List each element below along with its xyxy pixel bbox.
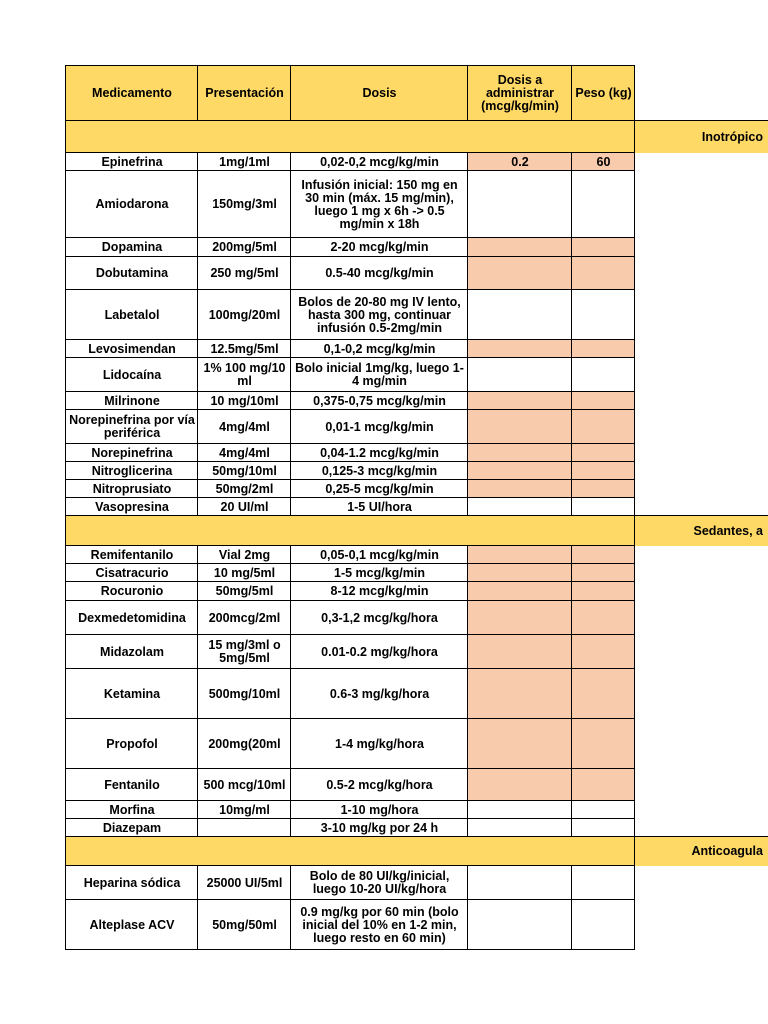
drug-dose: Bolo inicial 1mg/kg, luego 1-4 mg/min	[290, 357, 468, 392]
weight-cell[interactable]	[571, 391, 635, 410]
drug-name: Milrinone	[65, 391, 198, 410]
drug-name: Norepinefrina	[65, 443, 198, 462]
drug-presentation: 4mg/4ml	[197, 409, 291, 444]
section-title: Inotrópico	[65, 120, 768, 153]
dose-to-administer-cell[interactable]	[467, 357, 572, 392]
drug-dose: 0,25-5 mcg/kg/min	[290, 479, 468, 498]
dose-to-administer-cell[interactable]	[467, 443, 572, 462]
dose-to-administer-cell[interactable]	[467, 409, 572, 444]
dose-to-administer-cell[interactable]	[467, 600, 572, 635]
drug-presentation: 150mg/3ml	[197, 170, 291, 238]
weight-cell[interactable]	[571, 545, 635, 564]
drug-dose: 1-10 mg/hora	[290, 800, 468, 819]
drug-presentation	[197, 818, 291, 837]
drug-presentation: 200mg/5ml	[197, 237, 291, 257]
drug-name: Heparina sódica	[65, 865, 198, 900]
column-header-1: Medicamento	[65, 65, 198, 121]
drug-dose: 2-20 mcg/kg/min	[290, 237, 468, 257]
drug-name: Dopamina	[65, 237, 198, 257]
drug-presentation: 200mg(20ml	[197, 718, 291, 769]
drug-name: Morfina	[65, 800, 198, 819]
drug-presentation: 50mg/2ml	[197, 479, 291, 498]
table-bottom-border	[65, 949, 635, 950]
weight-cell[interactable]	[571, 497, 635, 516]
weight-cell[interactable]	[571, 237, 635, 257]
drug-dose: 3-10 mg/kg por 24 h	[290, 818, 468, 837]
drug-dose: 0,04-1.2 mcg/kg/min	[290, 443, 468, 462]
drug-name: Labetalol	[65, 289, 198, 340]
dose-to-administer-cell[interactable]	[467, 461, 572, 480]
section-title: Sedantes, a	[65, 515, 768, 546]
weight-cell[interactable]	[571, 409, 635, 444]
column-header-5: Peso (kg)	[571, 65, 635, 121]
drug-name: Lidocaína	[65, 357, 198, 392]
drug-presentation: 1% 100 mg/10 ml	[197, 357, 291, 392]
drug-dose: 0.5-40 mcg/kg/min	[290, 256, 468, 290]
drug-name: Levosimendan	[65, 339, 198, 358]
dose-to-administer-cell[interactable]	[467, 768, 572, 801]
drug-name: Vasopresina	[65, 497, 198, 516]
drug-name: Diazepam	[65, 818, 198, 837]
drug-name: Cisatracurio	[65, 563, 198, 582]
drug-presentation: 10 mg/10ml	[197, 391, 291, 410]
drug-presentation: Vial 2mg	[197, 545, 291, 564]
drug-name: Remifentanilo	[65, 545, 198, 564]
weight-cell[interactable]	[571, 718, 635, 769]
dose-to-administer-cell[interactable]	[467, 800, 572, 819]
dose-to-administer-cell[interactable]	[467, 479, 572, 498]
weight-cell[interactable]	[571, 289, 635, 340]
drug-name: Norepinefrina por vía periférica	[65, 409, 198, 444]
drug-dose: 0.6-3 mg/kg/hora	[290, 668, 468, 719]
drug-name: Amiodarona	[65, 170, 198, 238]
weight-cell[interactable]	[571, 256, 635, 290]
dose-to-administer-cell[interactable]	[467, 339, 572, 358]
drug-presentation: 15 mg/3ml o 5mg/5ml	[197, 634, 291, 669]
drug-name: Ketamina	[65, 668, 198, 719]
weight-cell[interactable]	[571, 865, 635, 900]
dose-to-administer-cell[interactable]	[467, 563, 572, 582]
drug-dose: 1-5 mcg/kg/min	[290, 563, 468, 582]
weight-cell[interactable]	[571, 443, 635, 462]
dose-to-administer-cell[interactable]	[467, 497, 572, 516]
drug-presentation: 12.5mg/5ml	[197, 339, 291, 358]
drug-dose: 0,375-0,75 mcg/kg/min	[290, 391, 468, 410]
drug-name: Midazolam	[65, 634, 198, 669]
drug-presentation: 200mcg/2ml	[197, 600, 291, 635]
drug-dose: Bolos de 20-80 mg IV lento, hasta 300 mg, continuar infusión 0.5-2mg/min	[290, 289, 468, 340]
drug-presentation: 20 UI/ml	[197, 497, 291, 516]
weight-cell[interactable]	[571, 668, 635, 719]
drug-dose: 8-12 mcg/kg/min	[290, 581, 468, 601]
table-right-border	[634, 65, 635, 950]
weight-cell[interactable]	[571, 461, 635, 480]
weight-cell[interactable]: 60	[571, 152, 635, 171]
weight-cell[interactable]	[571, 634, 635, 669]
weight-cell[interactable]	[571, 479, 635, 498]
section-title: Anticoagula	[65, 836, 768, 866]
drug-dose: 0,1-0,2 mcg/kg/min	[290, 339, 468, 358]
drug-presentation: 500 mcg/10ml	[197, 768, 291, 801]
drug-dose: 0,125-3 mcg/kg/min	[290, 461, 468, 480]
dose-to-administer-cell[interactable]	[467, 581, 572, 601]
dose-to-administer-cell[interactable]	[467, 668, 572, 719]
drug-name: Rocuronio	[65, 581, 198, 601]
dose-to-administer-cell[interactable]	[467, 865, 572, 900]
drug-dose: 1-4 mg/kg/hora	[290, 718, 468, 769]
drug-dose: 0.9 mg/kg por 60 min (bolo inicial del 10% en 1-2 min, luego resto en 60 min)	[290, 899, 468, 950]
drug-dose: Infusión inicial: 150 mg en 30 min (máx. 15 mg/min), luego 1 mg x 6h -> 0.5 mg/min x 18h	[290, 170, 468, 238]
dose-to-administer-cell[interactable]	[467, 289, 572, 340]
dose-to-administer-cell[interactable]	[467, 634, 572, 669]
drug-dose: Bolo de 80 UI/kg/inicial, luego 10-20 UI/kg/hora	[290, 865, 468, 900]
weight-cell[interactable]	[571, 581, 635, 601]
drug-dose: 0,02-0,2 mcg/kg/min	[290, 152, 468, 171]
drug-presentation: 50mg/10ml	[197, 461, 291, 480]
drug-presentation: 500mg/10ml	[197, 668, 291, 719]
weight-cell[interactable]	[571, 768, 635, 801]
dose-to-administer-cell[interactable]	[467, 718, 572, 769]
dose-to-administer-cell[interactable]	[467, 237, 572, 257]
drug-presentation: 10 mg/5ml	[197, 563, 291, 582]
drug-name: Dobutamina	[65, 256, 198, 290]
drug-presentation: 10mg/ml	[197, 800, 291, 819]
column-header-2: Presentación	[197, 65, 291, 121]
weight-cell[interactable]	[571, 600, 635, 635]
dose-to-administer-cell[interactable]	[467, 899, 572, 950]
weight-cell[interactable]	[571, 357, 635, 392]
dose-to-administer-cell[interactable]	[467, 256, 572, 290]
dose-to-administer-cell[interactable]	[467, 170, 572, 238]
weight-cell[interactable]	[571, 563, 635, 582]
weight-cell[interactable]	[571, 818, 635, 837]
drug-presentation: 50mg/50ml	[197, 899, 291, 950]
dose-to-administer-cell[interactable]	[467, 818, 572, 837]
drug-dose: 1-5 UI/hora	[290, 497, 468, 516]
drug-presentation: 4mg/4ml	[197, 443, 291, 462]
drug-presentation: 1mg/1ml	[197, 152, 291, 171]
dose-to-administer-cell[interactable]: 0.2	[467, 152, 572, 171]
drug-name: Propofol	[65, 718, 198, 769]
drug-name: Dexmedetomidina	[65, 600, 198, 635]
drug-name: Fentanilo	[65, 768, 198, 801]
drug-dose: 0.5-2 mcg/kg/hora	[290, 768, 468, 801]
drug-dose: 0,05-0,1 mcg/kg/min	[290, 545, 468, 564]
drug-presentation: 250 mg/5ml	[197, 256, 291, 290]
drug-presentation: 100mg/20ml	[197, 289, 291, 340]
weight-cell[interactable]	[571, 170, 635, 238]
weight-cell[interactable]	[571, 339, 635, 358]
weight-cell[interactable]	[571, 899, 635, 950]
drug-dose: 0.01-0.2 mg/kg/hora	[290, 634, 468, 669]
column-header-3: Dosis	[290, 65, 468, 121]
drug-name: Nitroprusiato	[65, 479, 198, 498]
column-header-4: Dosis a administrar (mcg/kg/min)	[467, 65, 572, 121]
drug-dose: 0,01-1 mcg/kg/min	[290, 409, 468, 444]
drug-dose: 0,3-1,2 mcg/kg/hora	[290, 600, 468, 635]
drug-presentation: 50mg/5ml	[197, 581, 291, 601]
dose-to-administer-cell[interactable]	[467, 545, 572, 564]
dose-to-administer-cell[interactable]	[467, 391, 572, 410]
drug-name: Alteplase ACV	[65, 899, 198, 950]
drug-name: Nitroglicerina	[65, 461, 198, 480]
drug-presentation: 25000 UI/5ml	[197, 865, 291, 900]
weight-cell[interactable]	[571, 800, 635, 819]
drug-name: Epinefrina	[65, 152, 198, 171]
